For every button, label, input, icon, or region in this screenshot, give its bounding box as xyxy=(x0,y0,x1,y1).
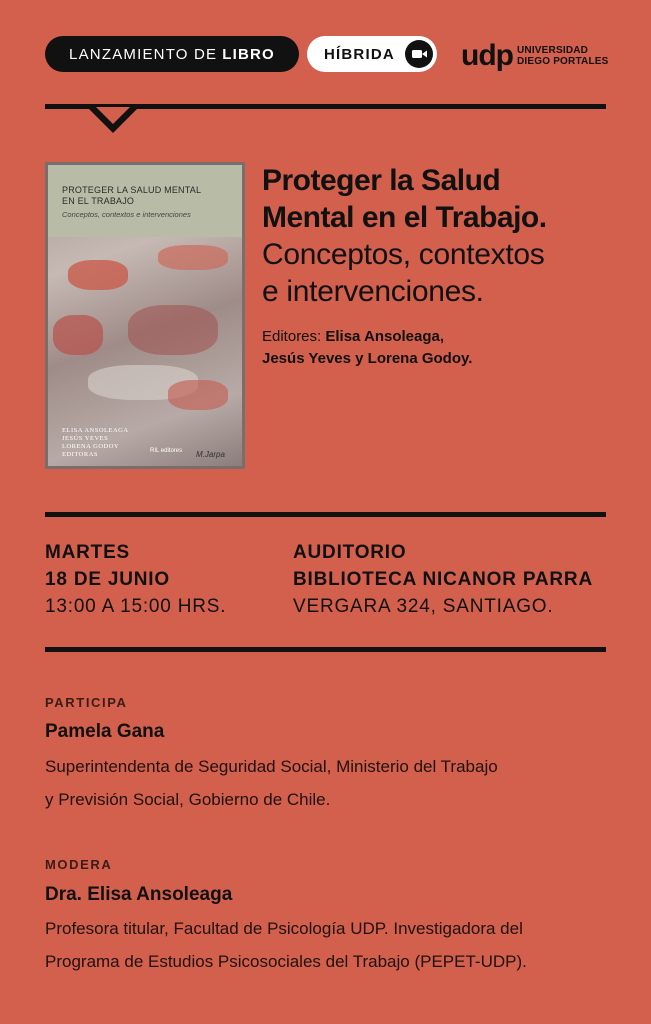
cover-paint-blob xyxy=(68,260,128,290)
logo-line-2: DIEGO PORTALES xyxy=(516,56,609,67)
participant-role-line-1: Superintendenta de Seguridad Social, Ministerio del Trabajo xyxy=(45,757,498,776)
venue-line-1: AUDITORIO xyxy=(293,542,407,563)
cover-title-line-1: PROTEGER LA SALUD MENTAL xyxy=(62,185,202,195)
cover-subtitle: Conceptos, contextos e intervenciones xyxy=(62,210,191,219)
event-date: 18 DE JUNIO xyxy=(45,569,170,590)
participant-role-line-2: y Previsión Social, Gobierno de Chile. xyxy=(45,790,331,809)
logo-text xyxy=(517,45,609,67)
cover-title xyxy=(62,185,201,207)
cover-editor-3: LORENA GODOY xyxy=(62,443,120,450)
cover-paint-blob xyxy=(53,315,103,355)
moderator-role-line-2: Programa de Estudios Psicosociales del Trabajo (PEPET-UDP). xyxy=(45,952,527,971)
venue-line-2: BIBLIOTECA NICANOR PARRA xyxy=(293,569,593,590)
event-bottom-divider xyxy=(45,647,606,652)
hybrid-label: HÍBRIDA xyxy=(324,45,395,63)
book-subtitle-line-2: e intervenciones. xyxy=(262,275,484,308)
editors-credit xyxy=(262,326,602,370)
event-day: MARTES xyxy=(45,542,131,563)
editors-line-2: Jesús Yeves y Lorena Godoy. xyxy=(262,350,473,367)
moderator-name: Dra. Elisa Ansoleaga xyxy=(45,884,233,905)
cover-paint-blob xyxy=(158,245,228,270)
editors-label: Editores: xyxy=(262,328,322,345)
logo-line-1: UNIVERSIDAD xyxy=(516,45,589,56)
participant-name: Pamela Gana xyxy=(45,721,165,742)
moderator-label: MODERA xyxy=(45,857,113,872)
event-datetime xyxy=(45,539,226,620)
event-venue xyxy=(293,539,593,620)
cover-editors xyxy=(62,427,129,459)
book-cover xyxy=(45,162,245,469)
moderator-role-line-1: Profesora titular, Facultad de Psicología UDP. Investigadora del xyxy=(45,919,523,938)
cover-paint-blob xyxy=(168,380,228,410)
event-type-prefix: LANZAMIENTO DE xyxy=(69,45,218,63)
participant-role xyxy=(45,750,605,816)
cover-signature: M.Jarpa xyxy=(196,450,225,459)
participant-label: PARTICIPA xyxy=(45,695,128,710)
event-type-bold: LIBRO xyxy=(222,45,275,63)
event-time: 13:00 A 15:00 HRS. xyxy=(45,596,227,617)
event-type-badge xyxy=(45,36,299,72)
book-title-line-1: Proteger la Salud xyxy=(262,164,501,197)
cover-title-line-2: EN EL TRABAJO xyxy=(62,196,135,206)
editors-line-1: Elisa Ansoleaga, xyxy=(325,328,445,345)
cover-publisher: RIL editores xyxy=(150,448,183,454)
cover-editor-1: ELISA ANSOLEAGA xyxy=(62,427,129,434)
book-subtitle-line-1: Conceptos, contextos xyxy=(262,238,545,271)
cover-editor-2: JESÚS YEVES xyxy=(62,435,109,442)
moderator-role xyxy=(45,912,605,978)
video-camera-icon xyxy=(405,40,433,68)
udp-logo xyxy=(461,40,609,72)
divider-notch-icon xyxy=(87,107,139,135)
event-top-divider xyxy=(45,512,606,517)
cover-paint-blob xyxy=(128,305,218,355)
venue-address: VERGARA 324, SANTIAGO. xyxy=(293,596,554,617)
book-title-block xyxy=(262,162,612,310)
book-title-line-2: Mental en el Trabajo. xyxy=(262,201,547,234)
hybrid-badge xyxy=(307,36,437,72)
logo-mark: udp xyxy=(461,39,513,72)
cover-editors-label: EDITORAS xyxy=(62,451,99,458)
